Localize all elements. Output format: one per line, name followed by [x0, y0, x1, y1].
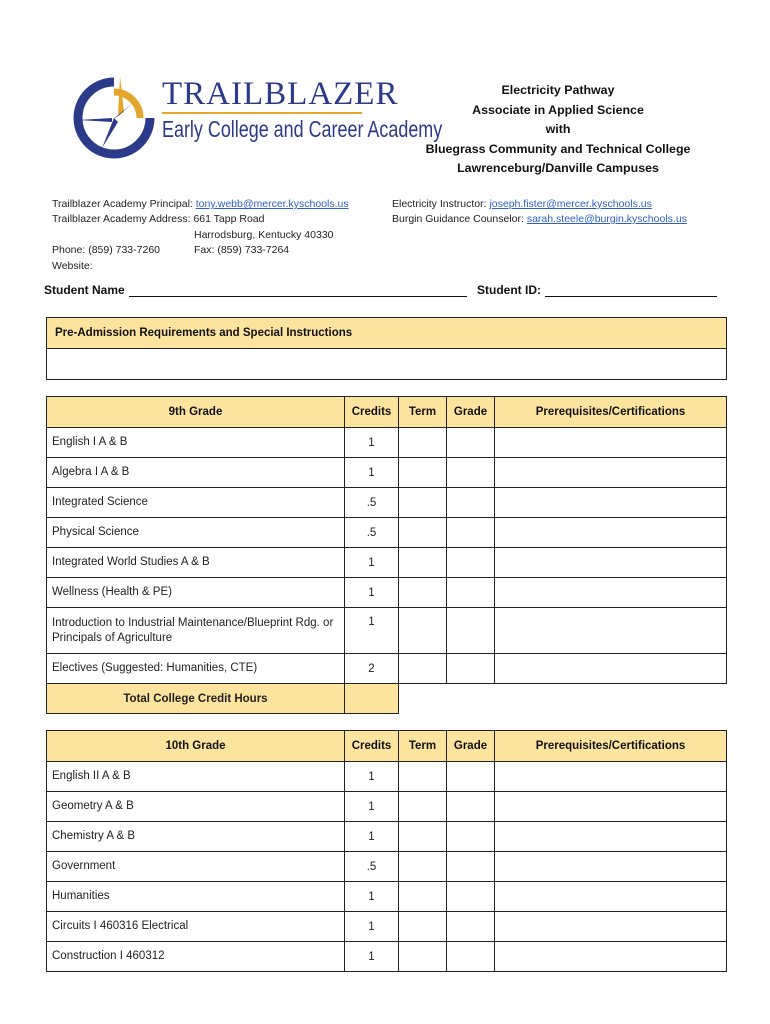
course-credits: 1: [345, 792, 399, 822]
empty-cell: [399, 684, 447, 714]
pre-admission-notes[interactable]: [47, 349, 726, 379]
course-credits: 1: [345, 578, 399, 608]
student-name-field[interactable]: [44, 283, 467, 297]
grade-9-table: [46, 396, 727, 714]
credits-header: Credits: [345, 397, 399, 428]
grade-cell[interactable]: [447, 912, 495, 942]
course-credits: 1: [345, 762, 399, 792]
grade-9-title: 9th Grade: [47, 397, 345, 428]
term-cell[interactable]: [399, 852, 447, 882]
grade-cell[interactable]: [447, 428, 495, 458]
prereq-cell[interactable]: [495, 608, 727, 654]
grade-cell[interactable]: [447, 654, 495, 684]
prereq-cell[interactable]: [495, 578, 727, 608]
grade-cell[interactable]: [447, 488, 495, 518]
header-line-5: Lawrenceburg/Danville Campuses: [457, 161, 659, 175]
course-name: Algebra I A & B: [47, 458, 345, 488]
address-line-1: 661 Tapp Road: [193, 213, 265, 225]
grade-cell[interactable]: [447, 578, 495, 608]
principal-email-link[interactable]: tony.webb@mercer.kyschools.us: [195, 198, 349, 210]
prereq-cell[interactable]: [495, 654, 727, 684]
total-row: [47, 684, 727, 714]
empty-cell: [447, 684, 495, 714]
fax-number: Fax: (859) 733-7264: [194, 244, 290, 256]
instructor-email-link[interactable]: joseph.fister@mercer.kyschools.us: [489, 198, 652, 210]
grade-header: Grade: [447, 397, 495, 428]
prereq-cell[interactable]: [495, 942, 727, 972]
course-credits: 1: [345, 548, 399, 578]
term-cell[interactable]: [399, 762, 447, 792]
address-line: [52, 212, 264, 228]
table-row: [47, 792, 727, 822]
counselor-label: Burgin Guidance Counselor:: [392, 213, 524, 225]
table-row: [47, 942, 727, 972]
course-name: Introduction to Industrial Maintenance/Blueprint Rdg. or Principals of Agriculture: [47, 608, 345, 654]
prereq-cell[interactable]: [495, 792, 727, 822]
course-name: Integrated Science: [47, 488, 345, 518]
term-cell[interactable]: [399, 882, 447, 912]
course-credits: 1: [345, 822, 399, 852]
principal-label: Trailblazer Academy Principal:: [52, 198, 193, 210]
compass-logo-icon: [72, 72, 156, 162]
table-row: [47, 518, 727, 548]
course-credits: 1: [345, 882, 399, 912]
course-name: Construction I 460312: [47, 942, 345, 972]
prereq-cell[interactable]: [495, 882, 727, 912]
prereq-cell[interactable]: [495, 822, 727, 852]
grade-cell[interactable]: [447, 882, 495, 912]
pre-admission-title: Pre-Admission Requirements and Special Instructions: [47, 318, 726, 349]
course-name: Circuits I 460316 Electrical: [47, 912, 345, 942]
course-name: Geometry A & B: [47, 792, 345, 822]
term-cell[interactable]: [399, 428, 447, 458]
principal-line: [52, 197, 349, 213]
table-row: [47, 762, 727, 792]
grade-cell[interactable]: [447, 762, 495, 792]
table-row: [47, 458, 727, 488]
header-line-4: Bluegrass Community and Technical College: [425, 141, 691, 156]
grade-cell[interactable]: [447, 608, 495, 654]
phone-number: Phone: (859) 733-7260: [52, 244, 160, 256]
prereq-cell[interactable]: [495, 428, 727, 458]
prereq-cell[interactable]: [495, 852, 727, 882]
student-id-blank[interactable]: [545, 284, 717, 297]
course-name: English I A & B: [47, 428, 345, 458]
course-name: Physical Science: [47, 518, 345, 548]
counselor-email-link[interactable]: sarah.steele@burgin.kyschools.us: [526, 213, 687, 225]
grade-cell[interactable]: [447, 548, 495, 578]
table-row: [47, 488, 727, 518]
term-cell[interactable]: [399, 912, 447, 942]
table-row: [47, 578, 727, 608]
pre-admission-box: [46, 317, 727, 380]
table-row: [47, 428, 727, 458]
term-cell[interactable]: [399, 608, 447, 654]
header-line-3: with: [545, 122, 571, 136]
course-name: English II A & B: [47, 762, 345, 792]
address-label: Trailblazer Academy Address:: [52, 213, 191, 225]
grade-cell[interactable]: [447, 852, 495, 882]
table-row: [47, 548, 727, 578]
table-row: [47, 654, 727, 684]
instructor-label: Electricity Instructor:: [392, 198, 487, 210]
grade-cell[interactable]: [447, 518, 495, 548]
term-cell[interactable]: [399, 458, 447, 488]
header-line-2: Associate in Applied Science: [472, 102, 644, 117]
course-credits: .5: [345, 852, 399, 882]
pathway-header: [400, 81, 716, 179]
term-cell[interactable]: [399, 578, 447, 608]
term-cell[interactable]: [399, 942, 447, 972]
term-cell[interactable]: [399, 792, 447, 822]
prereq-cell[interactable]: [495, 912, 727, 942]
prereq-header: Prerequisites/Certifications: [495, 731, 727, 762]
website-label: Website:: [52, 260, 93, 272]
grade-cell[interactable]: [447, 822, 495, 852]
prereq-cell[interactable]: [495, 518, 727, 548]
student-name-blank[interactable]: [129, 284, 467, 297]
course-name: Electives (Suggested: Humanities, CTE): [47, 654, 345, 684]
course-name: Government: [47, 852, 345, 882]
term-cell[interactable]: [399, 488, 447, 518]
course-credits: 1: [345, 912, 399, 942]
instructor-line: [392, 197, 652, 213]
grade-10-table: [46, 730, 727, 972]
grade-10-title: 10th Grade: [47, 731, 345, 762]
term-cell[interactable]: [399, 654, 447, 684]
term-cell[interactable]: [399, 548, 447, 578]
term-cell[interactable]: [399, 822, 447, 852]
student-id-field[interactable]: [477, 283, 717, 297]
logo-title: TRAILBLAZER: [162, 76, 399, 112]
header-line-1: Electricity Pathway: [501, 83, 615, 97]
academy-logo: [72, 72, 443, 162]
course-name: Integrated World Studies A & B: [47, 548, 345, 578]
term-header: Term: [399, 397, 447, 428]
table-row: [47, 852, 727, 882]
course-name: Humanities: [47, 882, 345, 912]
table-header-row: [47, 397, 727, 428]
course-credits: 2: [345, 654, 399, 684]
student-name-label: Student Name: [44, 283, 125, 297]
course-credits: 1: [345, 458, 399, 488]
address-line-2: Harrodsburg, Kentucky 40330: [194, 229, 334, 241]
table-row: [47, 882, 727, 912]
grade-cell[interactable]: [447, 942, 495, 972]
table-header-row: [47, 731, 727, 762]
grade-cell[interactable]: [447, 458, 495, 488]
empty-cell: [495, 684, 727, 714]
prereq-cell[interactable]: [495, 762, 727, 792]
grade-cell[interactable]: [447, 792, 495, 822]
term-cell[interactable]: [399, 518, 447, 548]
student-id-label: Student ID:: [477, 283, 541, 297]
logo-rule: [162, 112, 362, 114]
course-name: Chemistry A & B: [47, 822, 345, 852]
course-credits: 1: [345, 942, 399, 972]
course-name: Wellness (Health & PE): [47, 578, 345, 608]
course-credits: 1: [345, 428, 399, 458]
total-credit-hours-label: Total College Credit Hours: [47, 684, 345, 714]
grade-header: Grade: [447, 731, 495, 762]
prereq-header: Prerequisites/Certifications: [495, 397, 727, 428]
prereq-cell[interactable]: [495, 548, 727, 578]
table-row: [47, 608, 727, 654]
credits-header: Credits: [345, 731, 399, 762]
table-row: [47, 912, 727, 942]
logo-subtitle: Early College and Career Academy: [162, 116, 443, 142]
term-header: Term: [399, 731, 447, 762]
course-credits: .5: [345, 518, 399, 548]
counselor-line: [392, 212, 687, 228]
prereq-cell[interactable]: [495, 488, 727, 518]
course-credits: .5: [345, 488, 399, 518]
table-row: [47, 822, 727, 852]
course-credits: 1: [345, 608, 399, 654]
prereq-cell[interactable]: [495, 458, 727, 488]
total-credit-hours-value[interactable]: [345, 684, 399, 714]
